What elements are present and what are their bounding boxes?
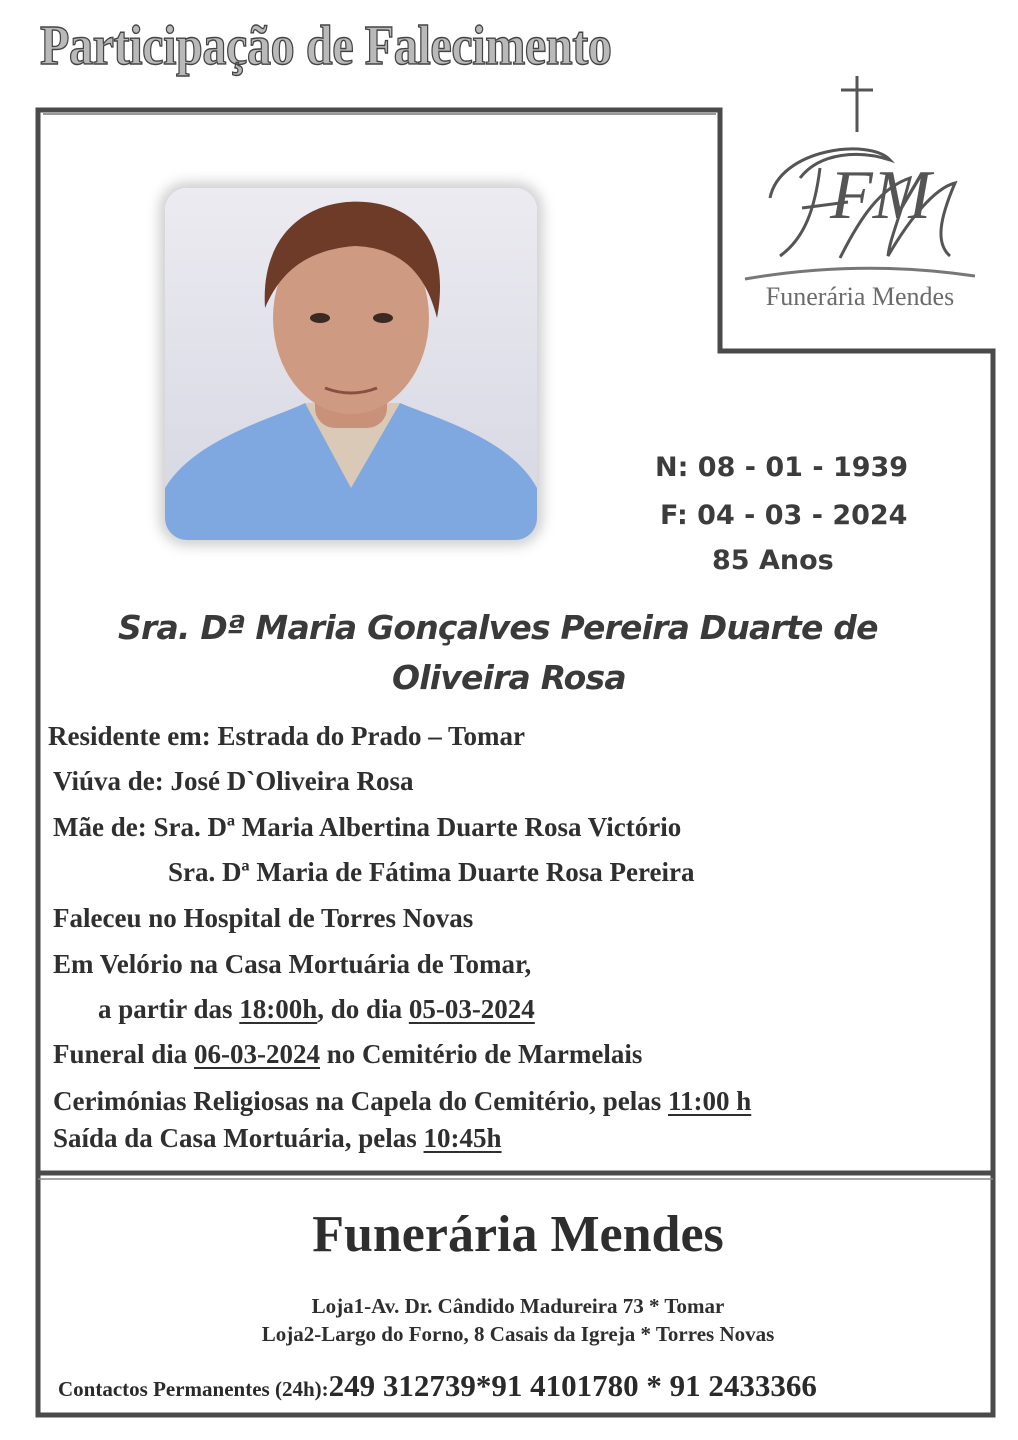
wake-date: 05-03-2024	[408, 994, 535, 1024]
widow-of: Viúva de: José D`Oliveira Rosa	[53, 766, 414, 796]
contacts-numbers: 249 312739*91 4101780 * 91 2433366	[328, 1368, 817, 1403]
mother-of-2: Sra. Dª Maria de Fátima Duarte Rosa Pereira	[168, 857, 695, 887]
svg-text:FM: FM	[830, 157, 932, 234]
deceased-photo	[165, 188, 537, 540]
ceremony-prefix: Cerimónias Religiosas na Capela do Cemitério, pelas	[53, 1086, 668, 1116]
wake-time: 18:00h	[239, 994, 318, 1024]
death-date: F: 04 - 03 - 2024	[660, 500, 908, 531]
funeral-date: 06-03-2024	[194, 1039, 320, 1069]
departure	[53, 1123, 502, 1154]
departure-time: 10:45h	[423, 1123, 502, 1153]
residence: Residente em: Estrada do Prado – Tomar	[48, 721, 525, 751]
page-title: Participação de Falecimento	[40, 15, 612, 77]
departure-prefix: Saída da Casa Mortuária, pelas	[53, 1123, 424, 1153]
wake-schedule	[98, 994, 535, 1025]
store-address-1: Loja1-Av. Dr. Cândido Madureira 73 * Tomar	[311, 1294, 725, 1318]
age: 85 Anos	[712, 545, 834, 576]
wake-location: Em Velório na Casa Mortuária de Tomar,	[53, 949, 532, 979]
wake-from-prefix: a partir das	[98, 994, 240, 1024]
ceremony	[53, 1086, 751, 1117]
funeral-prefix: Funeral dia	[53, 1039, 195, 1069]
birth-date: N: 08 - 01 - 1939	[655, 452, 909, 483]
died-at: Faleceu no Hospital de Torres Novas	[53, 903, 474, 933]
wake-day-prefix: , do dia	[317, 994, 409, 1024]
cross-icon	[833, 74, 881, 134]
logo-name: Funerária Mendes	[765, 282, 955, 311]
funeral-suffix: no Cemitério de Marmelais	[320, 1039, 643, 1069]
ceremony-time: 11:00 h	[667, 1086, 752, 1116]
funeral	[53, 1039, 642, 1070]
store-address-2: Loja2-Largo do Forno, 8 Casais da Igreja * Torres Novas	[261, 1322, 775, 1346]
logo-monogram	[760, 138, 965, 268]
footer-title: Funerária Mendes	[312, 1206, 724, 1263]
mother-of-1: Mãe de: Sra. Dª Maria Albertina Duarte Rosa Victório	[53, 812, 682, 842]
deceased-name-line-1: Sra. Dª Maria Gonçalves Pereira Duarte de	[118, 608, 878, 647]
contacts	[58, 1368, 817, 1404]
deceased-name-line-2: Oliveira Rosa	[392, 658, 626, 697]
contacts-label: Contactos Permanentes (24h):	[58, 1377, 329, 1401]
